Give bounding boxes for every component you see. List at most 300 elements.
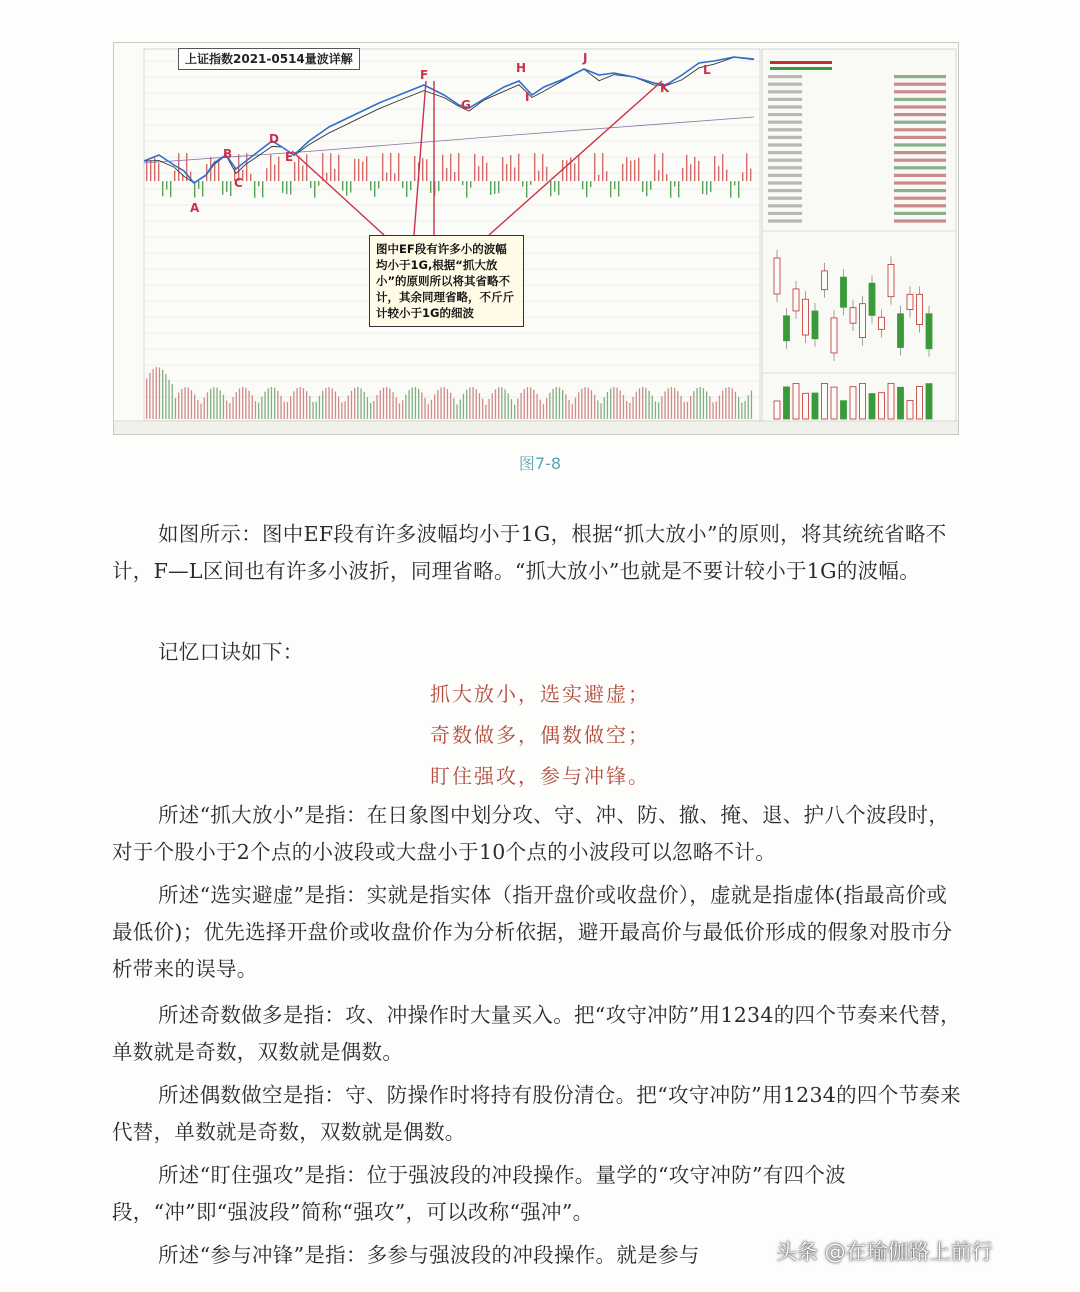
volume-bar	[543, 404, 544, 419]
histogram-bar	[158, 163, 159, 181]
volume-bar	[412, 388, 413, 419]
volume-bar	[405, 395, 406, 419]
histogram-bar	[542, 154, 543, 181]
histogram-bar	[614, 181, 615, 189]
histogram-bar	[622, 164, 623, 181]
volume-bar	[236, 392, 237, 419]
volume-bar	[194, 394, 195, 419]
wave-label-b: B	[223, 147, 233, 161]
volume-bar	[239, 388, 240, 419]
mini-volume-bar	[774, 401, 780, 419]
volume-bar	[341, 402, 342, 419]
histogram-bar	[702, 181, 703, 194]
volume-bar	[642, 387, 643, 419]
histogram-bar	[458, 153, 459, 181]
volume-bar	[696, 388, 697, 419]
histogram-bar	[746, 153, 747, 181]
histogram-bar	[550, 181, 551, 196]
histogram-bar	[566, 160, 567, 181]
candle-body	[888, 264, 894, 296]
volume-bar	[501, 387, 502, 419]
volume-bar	[322, 391, 323, 419]
histogram-bar	[342, 181, 343, 190]
histogram-bar	[678, 181, 679, 197]
mini-volume-bar	[888, 383, 894, 419]
volume-bar	[700, 387, 701, 419]
chart-figure	[113, 42, 959, 435]
mini-volume-bar	[784, 387, 790, 419]
candle-body	[879, 317, 885, 329]
histogram-bar	[646, 181, 647, 196]
histogram-bar	[282, 181, 283, 193]
volume-bar	[594, 395, 595, 419]
candle-body	[784, 316, 790, 341]
histogram-bar	[630, 161, 631, 181]
volume-bar	[424, 398, 425, 419]
volume-bar	[264, 392, 265, 419]
volume-bar	[437, 390, 438, 419]
histogram-bar	[258, 181, 259, 186]
histogram-bar	[250, 174, 251, 181]
mini-volume-bar	[860, 384, 866, 419]
histogram-bar	[202, 181, 203, 197]
chart-graphics	[114, 43, 959, 435]
histogram-bar	[510, 155, 511, 181]
candle-body	[926, 314, 932, 349]
side-info-row	[768, 105, 802, 108]
volume-bar	[472, 387, 473, 419]
histogram-bar	[286, 181, 287, 194]
volume-bar	[290, 396, 291, 419]
candle-body	[803, 299, 809, 335]
histogram-bar	[606, 171, 607, 181]
histogram-bar	[446, 168, 447, 181]
histogram-bar	[714, 156, 715, 181]
histogram-bar	[506, 164, 507, 181]
histogram-bar	[582, 181, 583, 189]
volume-bar	[165, 374, 166, 419]
histogram-bar	[538, 171, 539, 181]
volume-bar	[232, 397, 233, 419]
histogram-bar	[430, 181, 431, 193]
side-info-row	[768, 212, 802, 215]
volume-bar	[482, 399, 483, 419]
paragraph-odd-long: 所述奇数做多是指：攻、冲操作时大量买入。把“攻守冲防”用1234的四个节奏来代替，单数就是奇数，双数就是偶数。	[112, 1003, 961, 1064]
side-info-value	[894, 143, 946, 146]
volume-bar	[418, 389, 419, 419]
candle-body	[907, 294, 913, 309]
histogram-bar	[450, 154, 451, 181]
volume-bar	[504, 389, 505, 419]
poem-line-2: 奇数做多，偶数做空；	[430, 723, 650, 747]
volume-bar	[751, 391, 752, 419]
side-info-row	[768, 189, 802, 192]
side-info-value	[894, 98, 946, 101]
volume-bar	[741, 403, 742, 419]
volume-bar	[661, 396, 662, 419]
poem-line-1: 抓大放小，选实避虚；	[430, 682, 650, 706]
paragraph-intro: 如图所示：图中EF段有许多波幅均小于1G，根据“抓大放小”的原则，将其统统省略不计，F—L区间也有许多小波折，同理省略。“抓大放小”也就是不要计较小于1G的波幅。	[112, 522, 947, 583]
volume-bar	[498, 387, 499, 419]
histogram-bar	[478, 166, 479, 181]
histogram-bar	[574, 163, 575, 181]
volume-bar	[207, 392, 208, 419]
volume-bar	[565, 394, 566, 419]
volume-bar	[335, 392, 336, 419]
volume-bar	[466, 390, 467, 419]
volume-bar	[648, 391, 649, 419]
histogram-bar	[610, 181, 611, 197]
histogram-bar	[642, 181, 643, 192]
volume-bar	[738, 397, 739, 419]
histogram-bar	[170, 181, 171, 197]
volume-bar	[568, 400, 569, 419]
volume-bar	[572, 404, 573, 419]
volume-bar	[146, 378, 147, 419]
histogram-bar	[454, 172, 455, 181]
volume-bar	[460, 399, 461, 419]
histogram-bar	[598, 175, 599, 181]
histogram-bar	[266, 168, 267, 181]
histogram-bar	[490, 181, 491, 195]
volume-bar	[600, 403, 601, 419]
volume-bar	[578, 392, 579, 419]
histogram-bar	[674, 181, 675, 187]
side-info-row	[768, 83, 802, 86]
figure-caption: 图7-8	[518, 454, 562, 473]
side-info-value	[894, 113, 946, 116]
mini-volume-bar	[822, 383, 828, 419]
volume-bar	[434, 394, 435, 419]
histogram-bar	[414, 156, 415, 181]
volume-bar	[463, 394, 464, 419]
volume-bar	[300, 387, 301, 419]
side-info-value	[894, 121, 946, 124]
volume-bar	[360, 388, 361, 419]
volume-bar	[725, 388, 726, 419]
side-info-row	[768, 121, 802, 124]
candle-body	[917, 294, 923, 324]
volume-bar	[488, 399, 489, 419]
volume-bar	[287, 402, 288, 419]
volume-bar	[748, 395, 749, 419]
candle-body	[822, 271, 828, 290]
histogram-bar	[530, 181, 531, 185]
histogram-bar	[198, 181, 199, 189]
volume-bar	[655, 401, 656, 419]
volume-bar	[492, 393, 493, 419]
volume-bar	[175, 398, 176, 419]
histogram-bar	[718, 166, 719, 181]
volume-bar	[370, 403, 371, 419]
volume-bar	[706, 391, 707, 419]
volume-bar	[303, 388, 304, 419]
volume-bar	[223, 395, 224, 419]
volume-bar	[447, 389, 448, 419]
volume-bar	[197, 400, 198, 419]
volume-bar	[629, 403, 630, 419]
volume-bar	[261, 397, 262, 419]
side-info-row	[768, 174, 802, 177]
volume-bar	[184, 387, 185, 419]
volume-bar	[162, 370, 163, 419]
volume-bar	[549, 393, 550, 419]
histogram-bar	[298, 156, 299, 181]
histogram-bar	[386, 173, 387, 181]
volume-bar	[732, 388, 733, 419]
side-info-row	[768, 143, 802, 146]
histogram-bar	[650, 181, 651, 190]
histogram-bar	[350, 181, 351, 193]
volume-bar	[636, 392, 637, 419]
volume-bar	[719, 396, 720, 419]
side-info-value	[894, 212, 946, 215]
histogram-bar	[262, 181, 263, 197]
candle-body	[831, 318, 837, 353]
volume-bar	[456, 404, 457, 419]
volume-bar	[367, 397, 368, 419]
volume-bar	[268, 388, 269, 419]
volume-bar	[728, 387, 729, 419]
histogram-bar	[690, 164, 691, 181]
paragraph-even-short: 所述偶数做空是指：守、防操作时将持有股份清仓。把“攻守冲防”用1234的四个节奏来代替，单数就是奇数，双数就是偶数。	[112, 1083, 961, 1144]
histogram-bar	[422, 158, 423, 181]
histogram-bar	[586, 181, 587, 197]
volume-bar	[319, 396, 320, 419]
volume-bar	[652, 396, 653, 419]
histogram-bar	[374, 181, 375, 197]
histogram-bar	[498, 181, 499, 193]
side-info-value	[894, 151, 946, 154]
volume-bar	[575, 398, 576, 419]
volume-bar	[744, 401, 745, 419]
histogram-bar	[670, 181, 671, 198]
histogram-bar	[426, 159, 427, 181]
volume-bar	[645, 388, 646, 419]
wave-label-a: A	[190, 201, 200, 215]
histogram-bar	[302, 166, 303, 181]
histogram-bar	[742, 172, 743, 181]
volume-bar	[616, 388, 617, 419]
side-info-row	[768, 90, 802, 93]
volume-bar	[588, 388, 589, 419]
side-info-value	[894, 136, 946, 139]
histogram-bar	[518, 154, 519, 181]
volume-bar	[408, 390, 409, 419]
histogram-bar	[682, 168, 683, 181]
volume-bar	[284, 402, 285, 419]
volume-bar	[444, 387, 445, 419]
volume-bar	[386, 387, 387, 419]
histogram-bar	[662, 153, 663, 181]
volume-bar	[530, 387, 531, 419]
volume-bar	[255, 401, 256, 419]
side-info-row	[768, 159, 802, 162]
volume-bar	[421, 393, 422, 419]
histogram-bar	[494, 181, 495, 194]
histogram-bar	[290, 181, 291, 195]
volume-bar	[338, 396, 339, 419]
histogram-bar	[174, 170, 175, 181]
histogram-bar	[522, 181, 523, 187]
histogram-bar	[462, 181, 463, 185]
histogram-bar	[638, 158, 639, 181]
volume-bar	[597, 400, 598, 419]
histogram-bar	[726, 170, 727, 181]
volume-bar	[712, 402, 713, 419]
volume-bar	[690, 396, 691, 419]
histogram-bar	[738, 181, 739, 198]
mini-volume-bar	[850, 387, 856, 419]
volume-bar	[306, 391, 307, 419]
mini-volume-bar	[898, 387, 904, 419]
histogram-bar	[306, 154, 307, 181]
volume-bar	[517, 398, 518, 419]
histogram-bar	[330, 153, 331, 181]
mini-volume-bar	[812, 393, 818, 419]
volume-bar	[508, 394, 509, 419]
histogram-bar	[658, 170, 659, 181]
volume-bar	[533, 390, 534, 419]
wave-label-e: E	[285, 150, 294, 164]
histogram-bar	[698, 161, 699, 181]
volume-bar	[431, 400, 432, 419]
side-info-row	[768, 136, 802, 139]
volume-bar	[402, 400, 403, 419]
candle-body	[774, 258, 780, 294]
volume-bar	[514, 405, 515, 419]
volume-bar	[556, 387, 557, 419]
volume-bar	[181, 389, 182, 419]
volume-bar	[296, 388, 297, 419]
side-info-value	[894, 189, 946, 192]
histogram-bar	[546, 167, 547, 181]
volume-bar	[604, 397, 605, 419]
volume-bar	[248, 391, 249, 419]
volume-bar	[280, 396, 281, 419]
volume-bar	[664, 391, 665, 419]
volume-bar	[274, 388, 275, 419]
side-info-row	[768, 113, 802, 116]
histogram-bar	[310, 181, 311, 188]
histogram-bar	[378, 181, 379, 188]
volume-bar	[271, 387, 272, 419]
wave-label-c: C	[234, 176, 243, 190]
wave-label-i: I	[525, 90, 530, 104]
mini-volume-bar	[907, 400, 913, 419]
histogram-bar	[382, 153, 383, 181]
histogram-bar	[230, 181, 231, 196]
candle-body	[898, 314, 904, 348]
histogram-bar	[146, 160, 147, 181]
volume-bar	[389, 389, 390, 419]
volume-bar	[677, 391, 678, 419]
volume-bar	[328, 387, 329, 419]
mini-volume-bar	[793, 383, 799, 419]
side-info-value	[894, 204, 946, 207]
mini-volume-bar	[926, 384, 932, 419]
volume-bar	[687, 402, 688, 419]
side-info-value	[894, 83, 946, 86]
histogram-bar	[594, 153, 595, 181]
volume-bar	[703, 388, 704, 419]
histogram-bar	[590, 181, 591, 187]
histogram-bar	[270, 155, 271, 181]
volume-bar	[469, 387, 470, 419]
volume-bar	[453, 398, 454, 419]
histogram-bar	[218, 160, 219, 181]
histogram-bar	[150, 160, 151, 181]
volume-bar	[479, 393, 480, 419]
side-info-row	[768, 151, 802, 154]
volume-bar	[380, 390, 381, 419]
side-info-value	[894, 181, 946, 184]
volume-bar	[399, 403, 400, 419]
volume-bar	[591, 390, 592, 419]
histogram-bar	[162, 181, 163, 196]
histogram-bar	[346, 181, 347, 196]
side-info-row	[768, 219, 802, 222]
wave-label-j: J	[583, 51, 588, 65]
paragraph-mnemonic-lead: 记忆口诀如下：	[158, 640, 304, 664]
histogram-bar	[322, 153, 323, 181]
histogram-bar	[686, 155, 687, 181]
volume-bar	[415, 387, 416, 419]
volume-bar	[172, 384, 173, 419]
volume-bar	[213, 387, 214, 419]
histogram-bar	[618, 181, 619, 197]
histogram-bar	[634, 160, 635, 181]
histogram-bar	[246, 153, 247, 181]
volume-bar	[229, 403, 230, 419]
side-info-value	[894, 166, 946, 169]
mini-volume-bar	[869, 394, 875, 419]
volume-bar	[392, 392, 393, 419]
paragraph-charge: 所述“参与冲锋”是指：多参与强波段的冲段操作。就是参与	[158, 1243, 700, 1267]
side-info-value	[894, 75, 946, 78]
volume-bar	[562, 390, 563, 419]
side-info-value	[894, 159, 946, 162]
histogram-bar	[394, 173, 395, 181]
histogram-bar	[526, 181, 527, 198]
volume-bar	[632, 397, 633, 419]
volume-bar	[152, 369, 153, 419]
candle-body	[793, 289, 799, 311]
volume-bar	[188, 388, 189, 419]
volume-bar	[242, 387, 243, 419]
volume-bar	[581, 389, 582, 419]
histogram-bar	[502, 157, 503, 181]
volume-bar	[245, 388, 246, 419]
histogram-bar	[554, 181, 555, 192]
histogram-bar	[254, 181, 255, 198]
volume-bar	[709, 396, 710, 419]
side-info-row	[768, 204, 802, 207]
histogram-bar	[730, 181, 731, 198]
volume-bar	[376, 395, 377, 419]
watermark: 头条 @在瑜伽路上前行	[776, 1240, 993, 1264]
histogram-bar	[354, 159, 355, 181]
candle-body	[841, 277, 847, 307]
volume-bar	[476, 389, 477, 419]
volume-bar	[735, 392, 736, 419]
histogram-bar	[710, 181, 711, 192]
volume-bar	[357, 387, 358, 419]
wave-label-f: F	[420, 68, 429, 82]
histogram-bar	[558, 181, 559, 195]
volume-bar	[680, 396, 681, 419]
volume-bar	[348, 395, 349, 419]
